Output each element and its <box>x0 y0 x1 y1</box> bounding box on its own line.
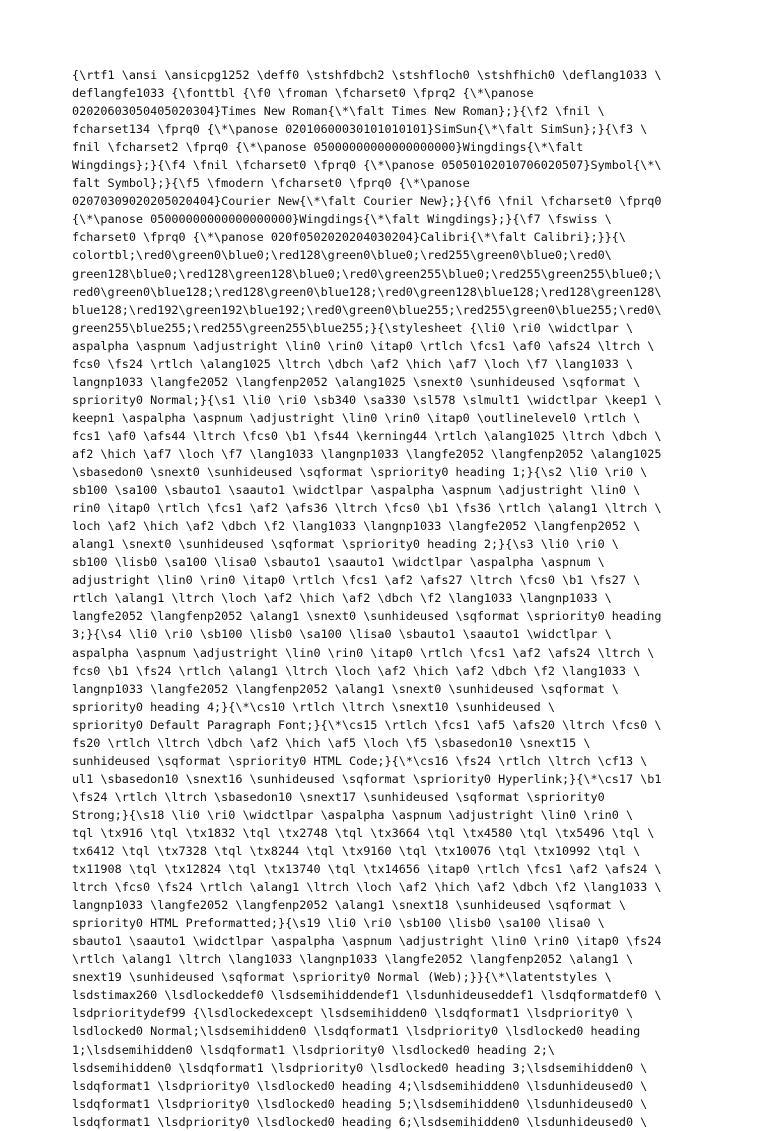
text-line: langfe2052 \langfenp2052 \alang1 \snext0 \sunhideused \sqformat \spriority0 heading <box>72 609 662 624</box>
text-line: \rtlch \alang1 \ltrch \lang1033 \langnp1033 \langfe2052 \langfenp2052 \alang1 \ <box>72 952 634 967</box>
text-line: alang1 \snext0 \sunhideused \sqformat \spriority0 heading 2;}{\s3 \li0 \ri0 \ <box>72 537 619 552</box>
text-line: lsdsemihidden0 \lsdqformat1 \lsdpriority0 \lsdlocked0 heading 3;\lsdsemihidden0 \ <box>72 1060 648 1075</box>
text-line: rin0 \itap0 \rtlch \fcs1 \af2 \afs36 \ltrch \fcs0 \b1 \fs36 \rtlch \alang1 \ltrch \ <box>72 501 662 516</box>
text-line: lsdlocked0 Normal;\lsdsemihidden0 \lsdqformat1 \lsdpriority0 \lsdlocked0 heading <box>72 1024 641 1039</box>
text-line: colortbl;\red0\green0\blue0;\red128\green0\blue0;\red255\green0\blue0;\red0\ <box>72 248 612 263</box>
text-line: sb100 \lisb0 \sa100 \lisa0 \sbauto1 \saauto1 \widctlpar \aspalpha \aspnum \ <box>72 555 605 570</box>
text-line: spriority0 Normal;}{\s1 \li0 \ri0 \sb340 \sa330 \sl578 \slmult1 \widctlpar \keep1 \ <box>72 392 662 407</box>
text-line: 02020603050405020304}Times New Roman{\*\falt Times New Roman};}{\f2 \fnil \ <box>72 104 605 119</box>
text-line: ul1 \sbasedon10 \snext16 \sunhideused \sqformat \spriority0 Hyperlink;}{\*\cs17 \b1 <box>72 771 662 786</box>
text-line: fnil \fcharset2 \fprq0 {\*\panose 05000000000000000000}Wingdings{\*\falt <box>72 140 584 155</box>
text-line: rtlch \alang1 \ltrch \loch \af2 \hich \af2 \dbch \f2 \lang1033 \langnp1033 \ <box>72 591 612 606</box>
text-line: snext19 \sunhideused \sqformat \spriority0 Normal (Web);}}{\*\latentstyles \ <box>72 970 612 985</box>
text-line: lsdqformat1 \lsdpriority0 \lsdlocked0 heading 6;\lsdsemihidden0 \lsdunhideused0 \ <box>72 1114 648 1129</box>
text-line: deflangfe1033 {\fonttbl {\f0 \froman \fcharset0 \fprq2 {\*\panose <box>72 86 534 101</box>
text-line: lsdqformat1 \lsdpriority0 \lsdlocked0 heading 4;\lsdsemihidden0 \lsdunhideused0 \ <box>72 1078 648 1093</box>
text-line: sb100 \sa100 \sbauto1 \saauto1 \widctlpar \aspalpha \aspnum \adjustright \lin0 \ <box>72 483 641 498</box>
text-line: lsdqformat1 \lsdpriority0 \lsdlocked0 heading 5;\lsdsemihidden0 \lsdunhideused0 \ <box>72 1096 648 1111</box>
text-line: 3;}{\s4 \li0 \ri0 \sb100 \lisb0 \sa100 \lisa0 \sbauto1 \saauto1 \widctlpar \ <box>72 627 612 642</box>
text-line: red0\green0\blue128;\red128\green0\blue128;\red0\green128\blue128;\red128\green128\ <box>72 284 662 299</box>
text-line: langnp1033 \langfe2052 \langfenp2052 \alang1 \snext0 \sunhideused \sqformat \ <box>72 681 619 696</box>
text-line: langnp1033 \langfe2052 \langfenp2052 \alang1025 \snext0 \sunhideused \sqformat \ <box>72 374 641 389</box>
text-line: {\*\panose 05000000000000000000}Wingdings{\*\falt Wingdings};}{\f7 \fswiss \ <box>72 212 612 227</box>
text-line: aspalpha \aspnum \adjustright \lin0 \rin0 \itap0 \rtlch \fcs1 \af2 \afs24 \ltrch \ <box>72 645 655 660</box>
text-line: \fs24 \rtlch \ltrch \sbasedon10 \snext17 \sunhideused \sqformat \spriority0 <box>72 789 605 804</box>
text-line: adjustright \lin0 \rin0 \itap0 \rtlch \fcs1 \af2 \afs27 \ltrch \fcs0 \b1 \fs27 \ <box>72 573 641 588</box>
text-line: blue128;\red192\green192\blue192;\red0\green0\blue255;\red255\green0\blue255;\red0\ <box>72 302 662 317</box>
text-line: 02070309020205020404}Courier New{\*\falt Courier New};}{\f6 \fnil \fcharset0 \fprq0 <box>72 194 662 209</box>
text-line: sbauto1 \saauto1 \widctlpar \aspalpha \aspnum \adjustright \lin0 \rin0 \itap0 \fs24 <box>72 934 662 949</box>
text-line: \sbasedon0 \snext0 \sunhideused \sqformat \spriority0 heading 1;}{\s2 \li0 \ri0 \ <box>72 465 648 480</box>
text-line: Strong;}{\s18 \li0 \ri0 \widctlpar \aspalpha \aspnum \adjustright \lin0 \rin0 \ <box>72 807 634 822</box>
text-line: fcharset134 \fprq0 {\*\panose 02010600030101010101}SimSun{\*\falt SimSun};}{\f3 \ <box>72 122 648 137</box>
text-line: lsdstimax260 \lsdlockeddef0 \lsdsemihiddendef1 \lsdunhideuseddef1 \lsdqformatdef0 \ <box>72 988 662 1003</box>
text-line: sunhideused \sqformat \spriority0 HTML Code;}{\*\cs16 \fs24 \rtlch \ltrch \cf13 \ <box>72 753 648 768</box>
text-line: af2 \hich \af7 \loch \f7 \lang1033 \langnp1033 \langfe2052 \langfenp2052 \alang1025 <box>72 446 662 461</box>
text-line: aspalpha \aspnum \adjustright \lin0 \rin0 \itap0 \rtlch \fcs1 \af0 \afs24 \ltrch \ <box>72 338 655 353</box>
text-line: keepn1 \aspalpha \aspnum \adjustright \lin0 \rin0 \itap0 \outlinelevel0 \rtlch \ <box>72 410 641 425</box>
text-line: tx6412 \tql \tx7328 \tql \tx8244 \tql \tx9160 \tql \tx10076 \tql \tx10992 \tql \ <box>72 844 641 859</box>
text-line: fcs0 \b1 \fs24 \rtlch \alang1 \ltrch \loch \af2 \hich \af2 \dbch \f2 \lang1033 \ <box>72 663 641 678</box>
text-line: spriority0 Default Paragraph Font;}{\*\cs15 \rtlch \fcs1 \af5 \afs20 \ltrch \fcs0 \ <box>72 717 662 732</box>
text-line: tx11908 \tql \tx12824 \tql \tx13740 \tql \tx14656 \itap0 \rtlch \fcs1 \af2 \afs24 \ <box>72 862 662 877</box>
text-line: spriority0 heading 4;}{\*\cs10 \rtlch \ltrch \snext10 \sunhideused \ <box>72 699 555 714</box>
text-line: tql \tx916 \tql \tx1832 \tql \tx2748 \tql \tx3664 \tql \tx4580 \tql \tx5496 \tql \ <box>72 825 655 840</box>
text-line: fcharset0 \fprq0 {\*\panose 020f0502020204030204}Calibri{\*\falt Calibri};}}{\ <box>72 230 626 245</box>
text-line: lsdprioritydef99 {\lsdlockedexcept \lsdsemihidden0 \lsdqformat1 \lsdpriority0 \ <box>72 1006 634 1021</box>
text-line: 1;\lsdsemihidden0 \lsdqformat1 \lsdpriority0 \lsdlocked0 heading 2;\ <box>72 1042 555 1057</box>
text-line: fcs1 \af0 \afs44 \ltrch \fcs0 \b1 \fs44 \kerning44 \rtlch \alang1025 \ltrch \dbch \ <box>72 428 662 443</box>
text-line: {\rtf1 \ansi \ansicpg1252 \deff0 \stshfdbch2 \stshfloch0 \stshfhich0 \deflang1033 \ <box>72 68 662 82</box>
text-line: fcs0 \fs24 \rtlch \alang1025 \ltrch \dbch \af2 \hich \af7 \loch \f7 \lang1033 \ <box>72 356 634 371</box>
text-line: spriority0 HTML Preformatted;}{\s19 \li0 \ri0 \sb100 \lisb0 \sa100 \lisa0 \ <box>72 916 605 931</box>
text-line: ltrch \fcs0 \fs24 \rtlch \alang1 \ltrch \loch \af2 \hich \af2 \dbch \f2 \lang1033 \ <box>72 880 662 895</box>
rtf-source-text <box>72 66 712 1131</box>
text-line: green255\blue255;\red255\green255\blue255;}{\stylesheet {\li0 \ri0 \widctlpar \ <box>72 320 634 335</box>
text-line: loch \af2 \hich \af2 \dbch \f2 \lang1033 \langnp1033 \langfe2052 \langfenp2052 \ <box>72 519 641 534</box>
text-line: langnp1033 \langfe2052 \langfenp2052 \alang1 \snext18 \sunhideused \sqformat \ <box>72 898 626 913</box>
text-line: Wingdings};}{\f4 \fnil \fcharset0 \fprq0 {\*\panose 05050102010706020507}Symbol{\*\ <box>72 158 662 173</box>
text-line: green128\blue0;\red128\green128\blue0;\red0\green255\blue0;\red255\green255\blue0;\ <box>72 266 662 281</box>
text-line: falt Symbol};}{\f5 \fmodern \fcharset0 \fprq0 {\*\panose <box>72 176 470 191</box>
text-line: fs20 \rtlch \ltrch \dbch \af2 \hich \af5 \loch \f5 \sbasedon10 \snext15 \ <box>72 735 591 750</box>
